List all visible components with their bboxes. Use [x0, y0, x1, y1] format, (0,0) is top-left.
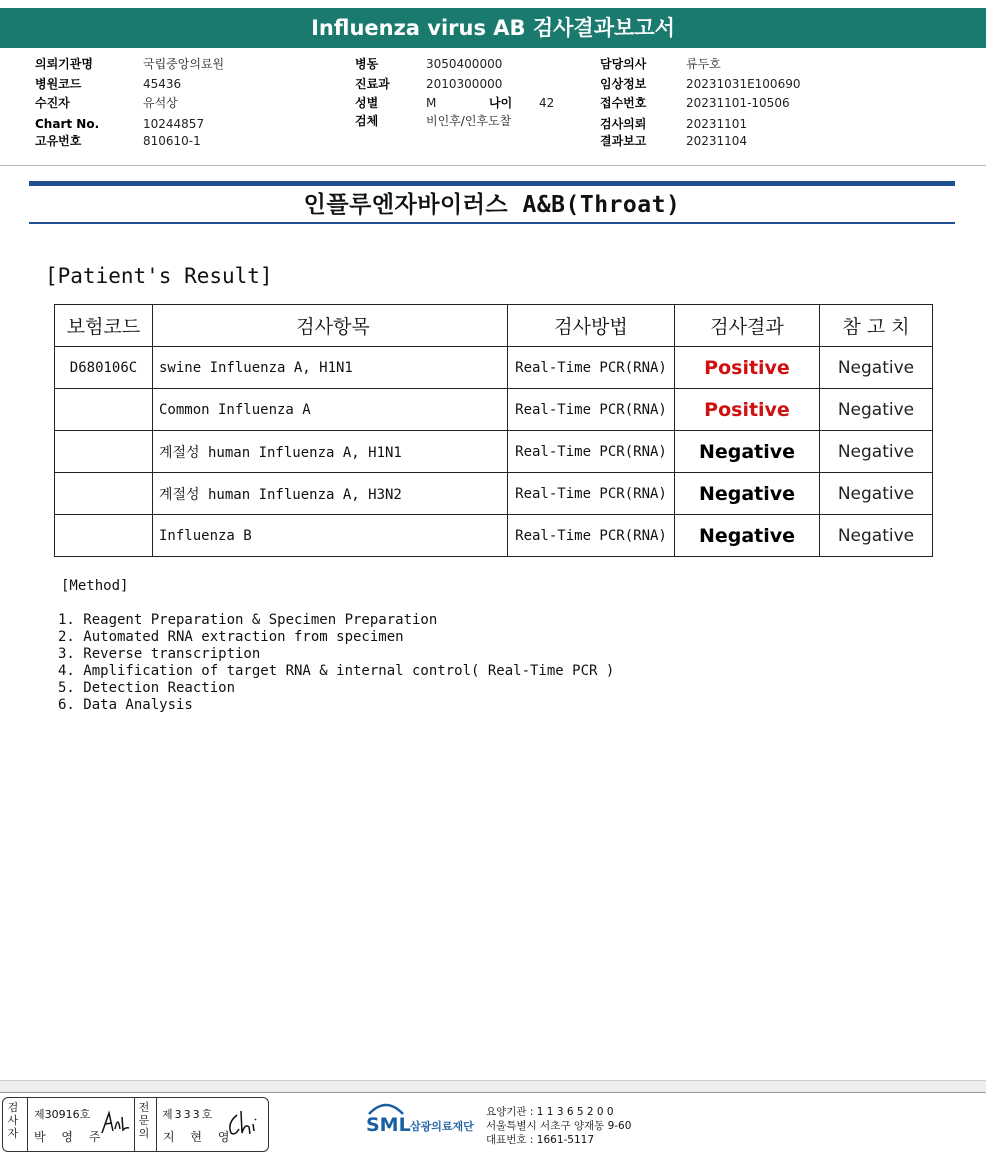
- cell-code: [55, 431, 153, 473]
- org-phone: 대표번호 : 1661-5117: [486, 1134, 595, 1146]
- hdr-specimen-value: [426, 114, 511, 128]
- signature-divider: [27, 1098, 28, 1151]
- hdr-patient: [35, 96, 70, 110]
- inspector-name: 박 영 주: [34, 1130, 107, 1144]
- hdr-value: 20231101: [686, 117, 748, 131]
- hdr-receipt-no-value: [686, 96, 790, 110]
- cell-method: Real-Time PCR(RNA): [508, 473, 675, 515]
- hdr-test-request: [600, 117, 646, 131]
- inspector-signature-icon: [99, 1109, 133, 1137]
- cell-item: Common Influenza A: [153, 389, 508, 431]
- hdr-label: 접수번호: [600, 96, 647, 110]
- hdr-value: 3050400000: [426, 57, 503, 71]
- report-title: Influenza virus AB 검사결과보고서: [311, 16, 675, 40]
- hdr-value: 비인후/인후도찰: [426, 114, 512, 128]
- hdr-label: 진료과: [355, 77, 390, 91]
- cell-result: Negative: [675, 431, 820, 473]
- hdr-value: 42: [539, 96, 555, 110]
- cell-item: 계절성 human Influenza A, H1N1: [153, 431, 508, 473]
- cell-result: Positive: [675, 389, 820, 431]
- hdr-label: 검사의뢰: [600, 117, 647, 131]
- signature-box: [2, 1097, 269, 1152]
- cell-code: D680106C: [55, 347, 153, 389]
- approver-signature-icon: [225, 1109, 263, 1139]
- hdr-requester-value: [143, 57, 224, 71]
- hdr-label: 성별: [355, 96, 379, 110]
- cell-method: Real-Time PCR(RNA): [508, 515, 675, 557]
- hdr-patient-value: [143, 96, 178, 110]
- section-title: 인플루엔자바이러스 A&B(Throat): [303, 192, 681, 218]
- hdr-clinical-info-value: [686, 77, 800, 91]
- cell-item: Influenza B: [153, 515, 508, 557]
- hdr-receipt-no: [600, 96, 646, 110]
- table-row: [55, 473, 933, 515]
- cell-result: Negative: [675, 473, 820, 515]
- col-header-code: 보험코드: [55, 305, 153, 347]
- hdr-label: Chart No.: [35, 117, 100, 131]
- logo-text: SML: [366, 1114, 411, 1136]
- cell-reference: Negative: [820, 431, 933, 473]
- inspector-license-no: 제30916호: [34, 1108, 91, 1121]
- cell-item: swine Influenza A, H1N1: [153, 347, 508, 389]
- hdr-hospital-code-value: [143, 77, 181, 91]
- table-row: [55, 431, 933, 473]
- hdr-doctor: [600, 57, 646, 71]
- cell-result: Positive: [675, 347, 820, 389]
- hdr-value: 810610-1: [143, 134, 201, 148]
- hdr-hospital-code: [35, 77, 81, 91]
- signature-divider: [134, 1098, 135, 1151]
- hdr-sex: [355, 96, 378, 110]
- table-header-row: [55, 305, 933, 347]
- hdr-label: 나이: [489, 96, 513, 110]
- cell-reference: Negative: [820, 473, 933, 515]
- hdr-value: 2010300000: [426, 77, 503, 91]
- approver-label: 전문의: [138, 1101, 150, 1140]
- method-step: 2. Automated RNA extraction from specimen: [58, 629, 404, 645]
- hdr-label: 담당의사: [600, 57, 647, 71]
- hdr-ward-value: [426, 57, 502, 71]
- hdr-result-report: [600, 134, 646, 148]
- hdr-value: 20231104: [686, 134, 748, 148]
- method-step: 4. Amplification of target RNA & internal control( Real-Time PCR ): [58, 663, 615, 679]
- hdr-doctor-value: [686, 57, 721, 71]
- hdr-label: 의뢰기관명: [35, 57, 93, 71]
- method-step: 3. Reverse transcription: [58, 646, 261, 662]
- method-step: 5. Detection Reaction: [58, 680, 236, 696]
- footer-rule: [0, 1092, 986, 1093]
- hdr-value: M: [426, 96, 437, 110]
- hdr-value: 45436: [143, 77, 182, 91]
- hdr-age-value: [539, 96, 554, 110]
- inspector-label: 검사자: [7, 1101, 19, 1140]
- cell-result: Negative: [675, 515, 820, 557]
- hdr-result-report-value: [686, 134, 747, 148]
- hdr-chart-no-value: [143, 117, 204, 131]
- section-bottom-rule: [29, 222, 955, 224]
- hdr-value: 20231031E100690: [686, 77, 801, 91]
- hdr-sex-value: [426, 96, 436, 110]
- cell-code: [55, 389, 153, 431]
- hdr-label: 고유번호: [35, 134, 82, 148]
- org-address: [486, 1105, 631, 1147]
- hdr-value: 류두호: [686, 57, 721, 71]
- cell-code: [55, 473, 153, 515]
- cell-code: [55, 515, 153, 557]
- cell-method: Real-Time PCR(RNA): [508, 431, 675, 473]
- hdr-department: [355, 77, 390, 91]
- approver-license-no: 제333호: [162, 1108, 215, 1121]
- hdr-clinical-info: [600, 77, 646, 91]
- hdr-label: 결과보고: [600, 134, 647, 148]
- hdr-value: 유석상: [143, 96, 178, 110]
- signature-divider: [156, 1098, 157, 1151]
- col-header-reference: 참 고 치: [820, 305, 933, 347]
- hdr-label: 병동: [355, 57, 379, 71]
- method-step: 6. Data Analysis: [58, 697, 193, 713]
- hdr-label: 임상정보: [600, 77, 647, 91]
- method-title: [Method]: [61, 578, 129, 594]
- cell-method: Real-Time PCR(RNA): [508, 347, 675, 389]
- method-step: 1. Reagent Preparation & Specimen Preparation: [58, 612, 438, 628]
- table-row: [55, 347, 933, 389]
- hdr-department-value: [426, 77, 502, 91]
- approver-name: 지 현 영: [163, 1130, 236, 1144]
- section-top-rule: [29, 181, 955, 186]
- col-header-method: 검사방법: [508, 305, 675, 347]
- hdr-requester: [35, 57, 93, 71]
- report-title-bar: [0, 8, 986, 48]
- col-header-result: 검사결과: [675, 305, 820, 347]
- hdr-label: 수진자: [35, 96, 70, 110]
- hdr-unique-no: [35, 134, 81, 148]
- col-header-item: 검사항목: [153, 305, 508, 347]
- cell-method: Real-Time PCR(RNA): [508, 389, 675, 431]
- hdr-chart-no: [35, 117, 99, 131]
- hdr-value: 국립중앙의료원: [143, 57, 225, 71]
- cell-reference: Negative: [820, 515, 933, 557]
- table-row: [55, 389, 933, 431]
- hdr-ward: [355, 57, 378, 71]
- hdr-test-request-value: [686, 117, 747, 131]
- method-steps-list: [58, 612, 614, 714]
- hdr-label: 병원코드: [35, 77, 82, 91]
- org-street-address: 서울특별시 서초구 양재동 9-60: [486, 1120, 632, 1132]
- hdr-label: 검체: [355, 114, 379, 128]
- hdr-value: 20231101-10506: [686, 96, 790, 110]
- cell-reference: Negative: [820, 347, 933, 389]
- hdr-age: [489, 96, 512, 110]
- cell-item: 계절성 human Influenza A, H3N2: [153, 473, 508, 515]
- hdr-specimen: [355, 114, 378, 128]
- footer-band: [0, 1080, 986, 1092]
- org-name: 삼광의료재단: [410, 1120, 474, 1133]
- hdr-unique-no-value: [143, 134, 201, 148]
- table-row: [55, 515, 933, 557]
- hdr-value: 10244857: [143, 117, 205, 131]
- result-table: [54, 304, 933, 557]
- org-institution-no: 요양기관 : 1 1 3 6 5 2 0 0: [486, 1106, 614, 1118]
- cell-reference: Negative: [820, 389, 933, 431]
- patient-result-label: [Patient's Result]: [45, 264, 273, 288]
